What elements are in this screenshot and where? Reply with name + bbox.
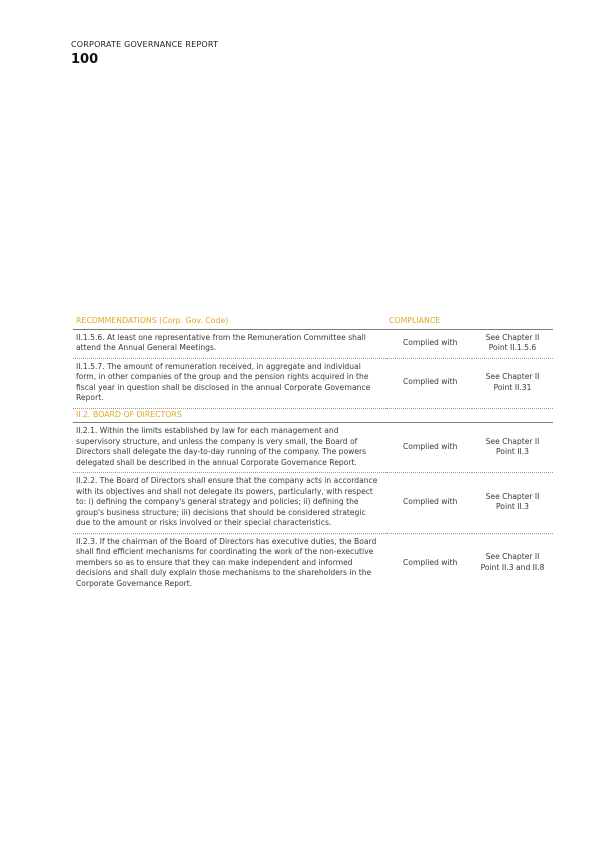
table-row <box>73 329 553 358</box>
compliance-status: Complied with <box>403 557 458 567</box>
column-header-compliance: COMPLIANCE <box>386 314 472 329</box>
recommendation-text: II.1.5.7. The amount of remuneration received, in aggregate and individual form, in other companies of the group and the pension rights acquired in the fiscal year in question shall be disclosed in the annual Corporate Governance Report. <box>73 358 386 408</box>
reference-line: Point II.3 and II.8 <box>480 562 545 572</box>
chapter-reference <box>472 423 553 473</box>
report-title: CORPORATE GOVERNANCE REPORT <box>71 40 219 49</box>
page-number: 100 <box>71 52 99 67</box>
chapter-reference <box>472 358 553 408</box>
recommendation-text: II.2.2. The Board of Directors shall ensure that the company acts in accordance with its objectives and shall not delegate its powers, particularly, with respect to: i) defining the company's general strategy and policies; ii) defining the group's business structure; iii) decisions that should be considered strategic due to the amount or risks involved or their special characteristics. <box>73 473 386 534</box>
reference-line: See Chapter II <box>485 552 540 562</box>
recommendation-text: II.2.3. If the chairman of the Board of Directors has executive duties, the Board shall find efficient mechanisms for coordinating the work of the non-executive members so as to ensure that they can make independent and informed decisions and shall duly explain those mechanisms to the shareholders in the Corporate Governance Report. <box>76 536 377 588</box>
page-header <box>71 40 218 67</box>
compliance-status: Complied with <box>386 423 472 473</box>
recommendation-text: II.1.5.6. At least one representative from the Remuneration Committee shall attend the Annual General Meetings. <box>73 329 386 358</box>
chapter-reference <box>472 473 553 534</box>
reference-line: Point II.1.5.6 <box>488 343 537 352</box>
table-row <box>73 423 553 473</box>
recommendation-text: II.2.1. Within the limits established by law for each management and supervisory structure, and unless the company is very small, the Board of Directors shall delegate the day-to-day running of the company. The powers delegated shall be described in the annual Corporate Governance Report. <box>73 423 386 473</box>
section-row <box>73 408 553 423</box>
reference-line: Point II.3 <box>496 502 529 512</box>
column-header-recommendations: RECOMMENDATIONS (Corp. Gov. Code) <box>73 314 386 329</box>
table-header-row <box>73 314 553 329</box>
compliance-status: Complied with <box>386 473 472 534</box>
reference-line: Point II.31 <box>493 382 532 392</box>
reference-line: See Chapter II <box>485 491 540 501</box>
reference-line: Point II.3 <box>496 447 529 456</box>
compliance-status: Complied with <box>386 329 472 358</box>
reference-line: See Chapter II <box>485 332 540 342</box>
table-row <box>73 533 553 593</box>
chapter-reference <box>472 329 553 358</box>
column-header-reference <box>472 314 553 329</box>
table-row <box>73 473 553 534</box>
reference-line: See Chapter II <box>485 436 540 446</box>
reference-line: See Chapter II <box>485 372 540 381</box>
compliance-status: Complied with <box>386 358 472 408</box>
section-title: II.2. BOARD OF DIRECTORS <box>73 408 553 423</box>
table-row <box>73 358 553 408</box>
chapter-reference <box>472 533 553 593</box>
governance-table <box>73 314 553 593</box>
